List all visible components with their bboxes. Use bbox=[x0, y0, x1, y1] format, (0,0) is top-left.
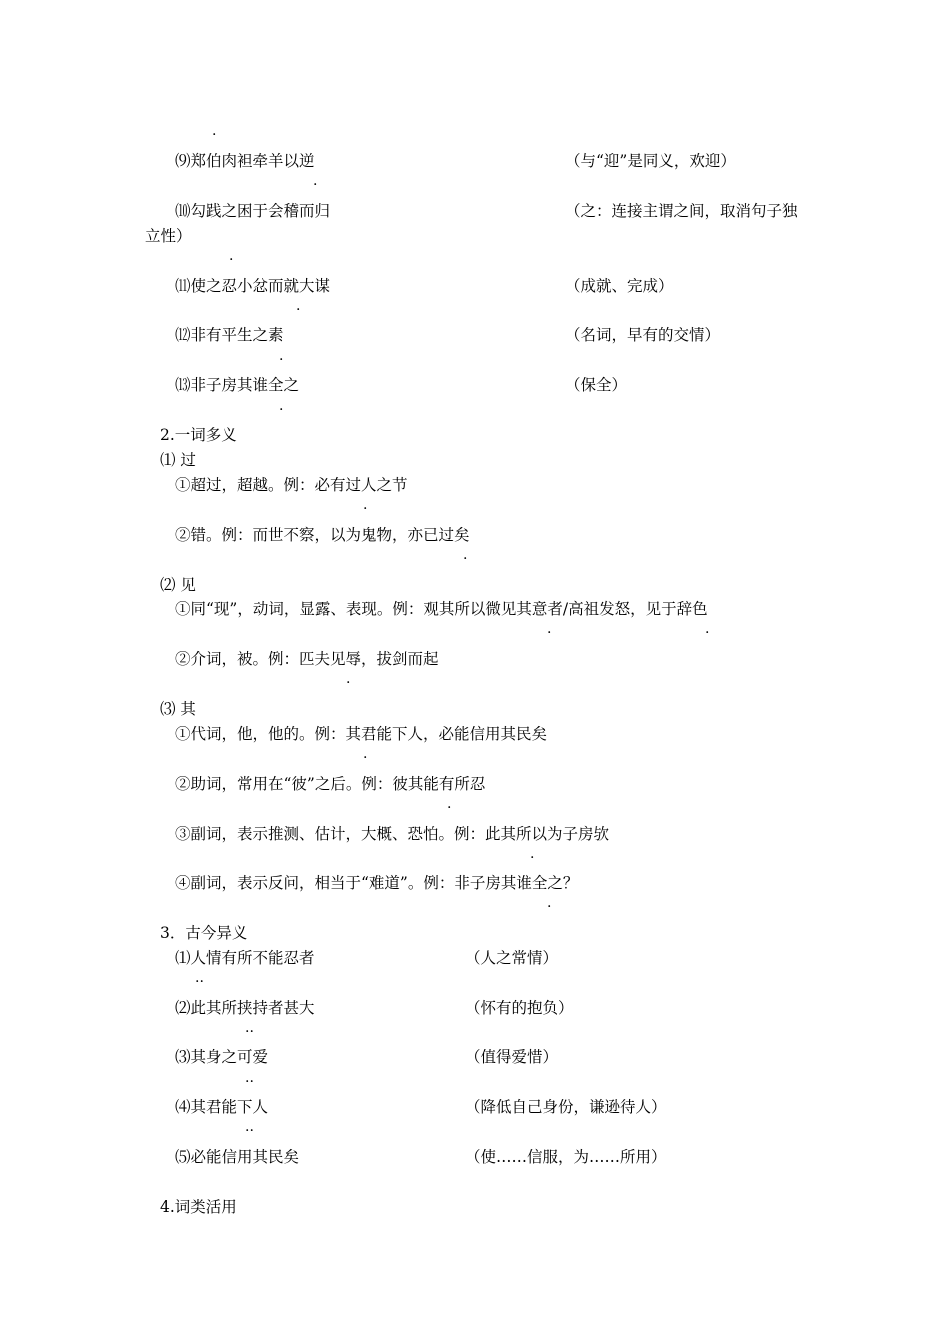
group-label-guo: ⑴ 过 bbox=[160, 451, 196, 469]
entry-5-note: （使……信服，为……所用） bbox=[465, 1148, 667, 1166]
emphasis-dot: .. bbox=[195, 970, 204, 986]
sense-item: ①代词，他，他的。例：其君能下人，必能信用其民矣 bbox=[175, 725, 548, 743]
emphasis-dot: . bbox=[547, 621, 552, 637]
entry-10: ⑽勾践之困于会稽而归 bbox=[175, 202, 331, 220]
emphasis-dot: . bbox=[705, 621, 710, 637]
entry-3-note: （值得爱惜） bbox=[465, 1048, 559, 1066]
emphasis-dot: . bbox=[547, 895, 552, 911]
entry-9: ⑼郑伯肉袒牵羊以逆 bbox=[175, 152, 315, 170]
sense-item: ③副词，表示推测、估计，大概、恐怕。例：此其所以为子房欤 bbox=[175, 825, 610, 843]
emphasis-dot: . bbox=[363, 497, 368, 513]
emphasis-dot: . bbox=[229, 248, 234, 264]
entry-2-note: （怀有的抱负） bbox=[465, 999, 574, 1017]
emphasis-dot: . bbox=[346, 671, 351, 687]
sense-item: ①同“现”，动词，显露、表现。例：观其所以微见其意者/高祖发怒，见于辞色 bbox=[175, 600, 708, 618]
entry-9-note: （与“迎”是同义，欢迎） bbox=[565, 152, 736, 170]
emphasis-dot: . bbox=[212, 123, 217, 139]
entry-1-note: （人之常情） bbox=[465, 949, 559, 967]
emphasis-dot: . bbox=[279, 348, 284, 364]
emphasis-dot: . bbox=[296, 298, 301, 314]
sense-item: ②错。例：而世不察，以为鬼物，亦已过矣 bbox=[175, 526, 470, 544]
sense-item: ②介词，被。例：匹夫见辱，拔剑而起 bbox=[175, 650, 439, 668]
entry-1: ⑴人情有所不能忍者 bbox=[175, 949, 315, 967]
sense-item: ④副词，表示反问，相当于“难道”。例：非子房其谁全之？ bbox=[175, 874, 579, 892]
entry-13-note: （保全） bbox=[565, 376, 628, 394]
section-title-word-class: 4.词类活用 bbox=[160, 1198, 237, 1216]
emphasis-dot: .. bbox=[245, 1119, 254, 1135]
entry-10-note: （之：连接主谓之间，取消句子独 bbox=[565, 202, 798, 220]
entry-4-note: （降低自己身份，谦逊待人） bbox=[465, 1098, 667, 1116]
entry-13: ⒀非子房其谁全之 bbox=[175, 376, 300, 394]
emphasis-dot: . bbox=[463, 547, 468, 563]
emphasis-dot: . bbox=[279, 398, 284, 414]
emphasis-dot: . bbox=[363, 746, 368, 762]
sense-item: ①超过，超越。例：必有过人之节 bbox=[175, 476, 408, 494]
emphasis-dot: . bbox=[313, 173, 318, 189]
entry-11: ⑾使之忍小忿而就大谋 bbox=[175, 277, 331, 295]
entry-10-note-cont: 立性） bbox=[145, 227, 192, 245]
section-title-polysemy: 2.一词多义 bbox=[160, 426, 237, 444]
group-label-qi: ⑶ 其 bbox=[160, 700, 196, 718]
sense-item: ②助词，常用在“彼”之后。例：彼其能有所忍 bbox=[175, 775, 486, 793]
entry-11-note: （成就、完成） bbox=[565, 277, 674, 295]
entry-3: ⑶其身之可爱 bbox=[175, 1048, 269, 1066]
entry-12: ⑿非有平生之素 bbox=[175, 326, 284, 344]
entry-4: ⑷其君能下人 bbox=[175, 1098, 269, 1116]
emphasis-dot: . bbox=[447, 796, 452, 812]
entry-2: ⑵此其所挟持者甚大 bbox=[175, 999, 315, 1017]
emphasis-dot: .. bbox=[245, 1020, 254, 1036]
section-title-ancient-modern: 3．古今异义 bbox=[160, 924, 248, 942]
emphasis-dot: . bbox=[530, 846, 535, 862]
entry-5: ⑸必能信用其民矣 bbox=[175, 1148, 300, 1166]
emphasis-dot: .. bbox=[245, 1070, 254, 1086]
group-label-jian: ⑵ 见 bbox=[160, 576, 196, 594]
entry-12-note: （名词，早有的交情） bbox=[565, 326, 721, 344]
